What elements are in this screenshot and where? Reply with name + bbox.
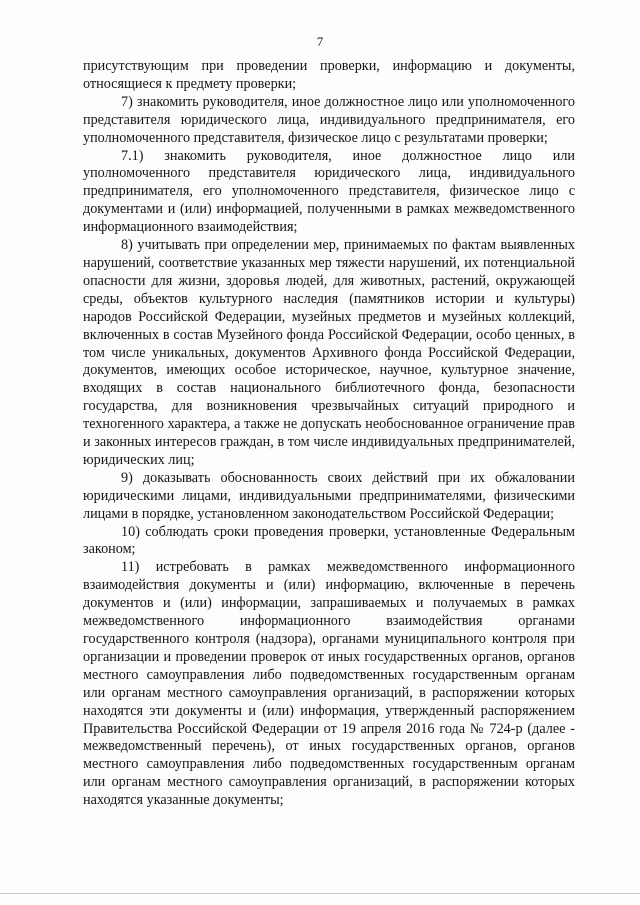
paragraph-item-8: 8) учитывать при определении мер, принимаемых по фактам выявленных нарушений, соответствие указанных мер тяжести нарушений, их потенциальной опасности для жизни, здоровья людей, для животных, растений, окружающей среды, объектов культурного наследия (памятников истории и культуры) народов Российской Федерации, музейных предметов и музейных коллекций, включенных в состав Музейного фонда Российской Федерации, особо ценных, в том числе уникальных, документов Архивного фонда Российской Федерации, документов, имеющих особое историческое, научное, культурное значение, входящих в состав национального библиотечного фонда, безопасности государства, для возникновения чрезвычайных ситуаций природного и техногенного характера, а также не допускать необоснованное ограничение прав и законных интересов граждан, в том числе индивидуальных предпринимателей, юридических лиц; xyxy=(83,237,575,468)
paragraph-item-9: 9) доказывать обоснованность своих действий при их обжаловании юридическими лицами, индивидуальными предпринимателями, физическими лицами в порядке, установленном законодательством Российской Федерации; xyxy=(83,469,575,522)
paragraph-item-11: 11) истребовать в рамках межведомственного информационного взаимодействия документы и (или) информацию, включенные в перечень документов и (или) информации, запрашиваемых и получаемых в рамках межведомственного информационного взаимодействия органами государственного контроля (надзора), органами муниципального контроля при организации и проведении проверок от иных государственных органов, органов местного самоуправления либо подведомственных государственным органам или органам местного самоуправления организаций, в распоряжении которых находятся эти документы и (или) информация, утвержденный распоряжением Правительства Российской Федерации от 19 апреля 2016 года № 724-р (далее - межведомственный перечень), от иных государственных органов, органов местного самоуправления либо подведомственных государственным органам или органам местного самоуправления организаций, в распоряжении которых находятся указанные документы; xyxy=(83,559,575,809)
paragraph-item-10: 10) соблюдать сроки проведения проверки, установленные Федеральным законом; xyxy=(83,523,575,558)
paragraph-continuation: присутствующим при проведении проверки, информацию и документы, относящиеся к предмету проверки; xyxy=(83,58,575,92)
document-body xyxy=(83,58,575,810)
page-number: 7 xyxy=(316,34,324,49)
paragraph-item-7: 7) знакомить руководителя, иное должностное лицо или уполномоченного представителя юридического лица, индивидуального предпринимателя, его уполномоченного представителя, физическое лицо с результатами проверки; xyxy=(83,93,575,146)
paragraph-item-7-1: 7.1) знакомить руководителя, иное должностное лицо или уполномоченного представителя юридического лица, индивидуального предпринимателя, его уполномоченного представителя, физическое лицо с документами и (или) информацией, полученными в рамках межведомственного информационного взаимодействия; xyxy=(83,147,575,236)
page-bottom-edge xyxy=(0,893,640,894)
